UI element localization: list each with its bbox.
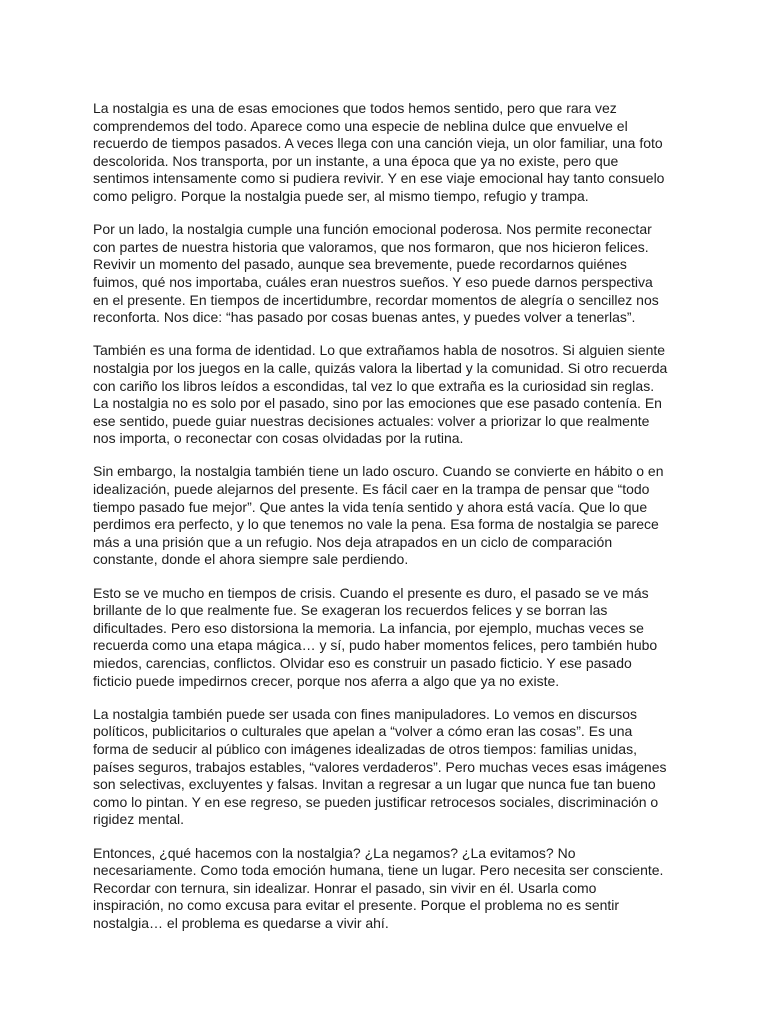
paragraph [93,463,693,569]
document-body [93,100,693,948]
paragraph [93,845,693,933]
paragraph [93,585,693,691]
text-line: rigidez mental. [93,811,185,828]
text-line: comprendemos del todo. Aparece como una especie de neblina dulce que envuelve el [93,117,628,134]
text-line: con cariño los libros leídos a escondidas, tal vez lo que extraña es la curiosidad sin reglas. [93,377,655,394]
text-line: descolorida. Nos transporta, por un instante, a una época que ya no existe, pero que [93,152,619,169]
text-line: como peligro. Porque la nostalgia puede ser, al mismo tiempo, refugio y trampa. [93,187,589,204]
paragraph [93,706,693,829]
paragraph [93,221,693,327]
text-line: idealización, puede alejarnos del presente. Es fácil caer en la trampa de pensar que “todo [93,481,650,498]
text-line: reconforta. Nos dice: “has pasado por cosas buenas antes, y puedes volver a tenerlas”. [93,309,636,326]
text-line: Sin embargo, la nostalgia también tiene un lado oscuro. Cuando se convierte en hábito o en [93,463,664,480]
text-line: países seguros, trabajos estables, “valores verdaderos”. Pero muchas veces esas imágenes [93,758,667,775]
text-line: Esto se ve mucho en tiempos de crisis. Cuando el presente es duro, el pasado se ve más [93,584,649,601]
text-line: tiempo pasado fue mejor”. Que antes la vida tenía sentido y ahora está vacía. Que lo que [93,498,648,515]
text-line: ese sentido, puede guiar nuestras decisiones actuales: volver a priorizar lo que realmente [93,412,650,429]
text-line: Entonces, ¿qué hacemos con la nostalgia? ¿La negamos? ¿La evitamos? No [93,844,576,861]
text-line: Por un lado, la nostalgia cumple una función emocional poderosa. Nos permite reconectar [93,221,652,238]
text-line: sentimos intensamente como si pudiera revivir. Y en ese viaje emocional hay tanto consuelo [93,170,665,187]
text-line: recuerdo de tiempos pasados. A veces llega con una canción vieja, un olor familiar, una foto [93,135,663,152]
text-line: Recordar con ternura, sin idealizar. Honrar el pasado, sin vivir en él. Usarla como [93,879,597,896]
text-line: Revivir un momento del pasado, aunque sea brevemente, puede recordarnos quiénes [93,256,627,273]
text-line: ficticio puede impedirnos crecer, porque nos aferra a algo que ya no existe. [93,672,560,689]
text-line: nostalgia… el problema es quedarse a vivir ahí. [93,914,389,931]
text-line: La nostalgia no es solo por el pasado, sino por las emociones que ese pasado contenía. En [93,395,662,412]
text-line: forma de seducir al público con imágenes idealizadas de otros tiempos: familias unidas, [93,740,637,757]
text-line: como lo pintan. Y en ese regreso, se pueden justificar retrocesos sociales, discriminación o [93,793,659,810]
text-line: nostalgia por los juegos en la calle, quizás valora la libertad y la comunidad. Si otro recuerda [93,359,668,376]
text-line: con partes de nuestra historia que valoramos, que nos formaron, que nos hicieron felices. [93,238,649,255]
text-line: más a una prisión que a un refugio. Nos deja atrapados en un ciclo de comparación [93,533,613,550]
text-line: brillante de lo que realmente fue. Se exageran los recuerdos felices y se borran las [93,602,608,619]
text-line: La nostalgia es una de esas emociones que todos hemos sentido, pero que rara vez [93,100,617,116]
text-line: necesariamente. Como toda emoción humana, tiene un lugar. Pero necesita ser consciente. [93,862,664,879]
paragraph [93,100,693,206]
paragraph [93,342,693,448]
text-line: dificultades. Pero eso distorsiona la memoria. La infancia, por ejemplo, muchas veces se [93,619,644,636]
text-line: constante, donde el ahora siempre sale perdiendo. [93,551,409,568]
text-line: recuerda como una etapa mágica… y sí, pudo haber momentos felices, pero también hubo [93,637,658,654]
text-line: inspiración, no como excusa para evitar el presente. Porque el problema no es sentir [93,897,620,914]
text-line: fuimos, qué nos importaba, cuáles eran nuestros sueños. Y eso puede darnos perspectiva [93,273,653,290]
text-line: políticos, publicitarios o culturales que apelan a “volver a cómo eran las cosas”. Es una [93,723,633,740]
text-line: nos importa, o reconectar con cosas olvidadas por la rutina. [93,430,464,447]
text-line: perdimos era perfecto, y lo que tenemos no vale la pena. Esa forma de nostalgia se parece [93,516,659,533]
text-line: son selectivas, excluyentes y falsas. Invitan a regresar a un lugar que nunca fue tan bueno [93,776,656,793]
text-line: en el presente. En tiempos de incertidumbre, recordar momentos de alegría o sencillez nos [93,291,659,308]
text-line: También es una forma de identidad. Lo que extrañamos habla de nosotros. Si alguien siente [93,342,666,359]
text-line: miedos, carencias, conflictos. Olvidar eso es construir un pasado ficticio. Y ese pasado [93,655,632,671]
text-line: La nostalgia también puede ser usada con fines manipuladores. Lo vemos en discursos [93,705,637,722]
